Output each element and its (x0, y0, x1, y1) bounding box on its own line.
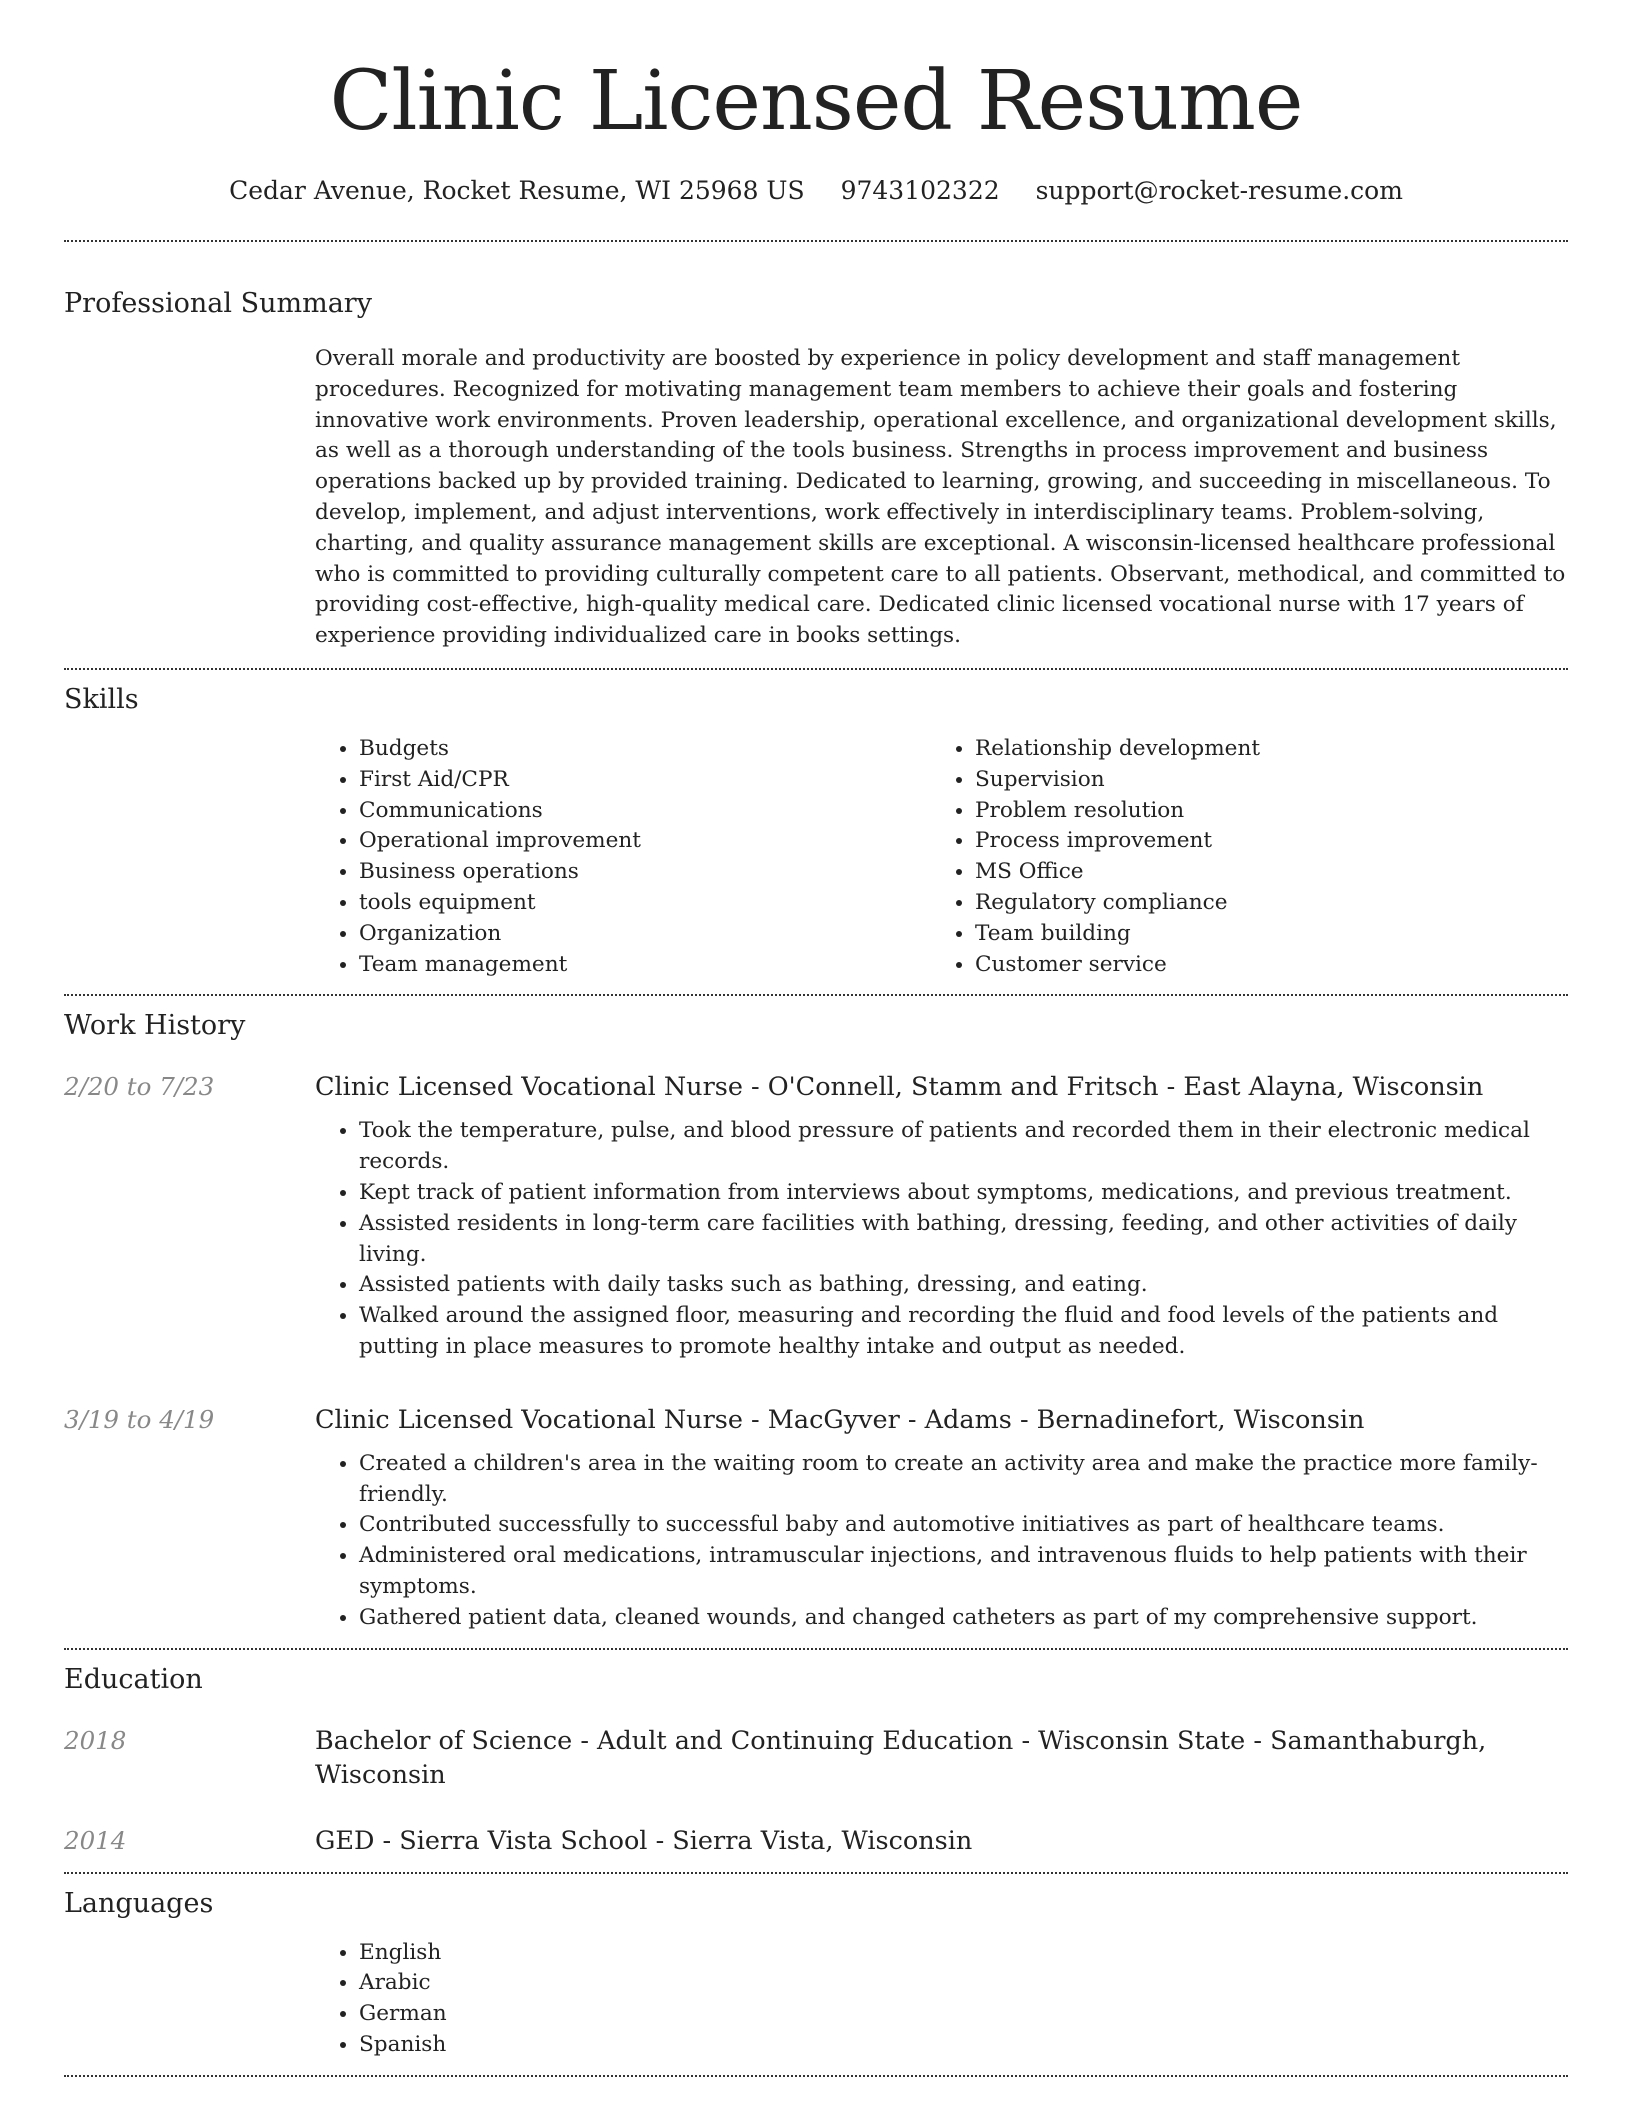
job-bullet: • Gathered patient data, cleaned wounds, and changed catheters as part of my comprehensive support. (359, 1603, 1568, 1634)
divider (64, 2075, 1568, 2077)
skill-item: • Relationship development (975, 734, 1547, 765)
address: Cedar Avenue, Rocket Resume, WI 25968 US (229, 176, 805, 205)
skill-item: • Regulatory compliance (975, 888, 1547, 919)
job-bullet: • Created a children's area in the waiting room to create an activity area and make the practice more family-friendly. (359, 1449, 1568, 1511)
language-item: • Spanish (359, 2030, 1568, 2061)
languages-list (315, 1938, 1568, 2061)
job-bullet: • Took the temperature, pulse, and blood pressure of patients and recorded them in their electronic medical records. (359, 1116, 1568, 1178)
skill-item: • Team building (975, 919, 1547, 950)
skill-item: • Communications (359, 796, 931, 827)
language-item: • English (359, 1938, 1568, 1969)
job-bullet: • Administered oral medications, intramuscular injections, and intravenous fluids to help patients with their symptoms. (359, 1541, 1568, 1603)
job-bullet: • Walked around the assigned floor, measuring and recording the fluid and food levels of the patients and putting in place measures to promote healthy intake and output as needed. (359, 1301, 1568, 1363)
job-heading: Clinic Licensed Vocational Nurse - MacGyver - Adams - Bernadinefort, Wisconsin (315, 1404, 1365, 1435)
divider (64, 1648, 1568, 1650)
skill-item: • Process improvement (975, 826, 1547, 857)
skills-list-right (931, 734, 1547, 980)
skill-item: • Problem resolution (975, 796, 1547, 827)
job-dates: 2/20 to 7/23 (64, 1072, 215, 1102)
divider (64, 1872, 1568, 1874)
education-entry (64, 1824, 1568, 1858)
skill-item: • Customer service (975, 950, 1547, 981)
education-entry (64, 1724, 1568, 1792)
skill-item: • Operational improvement (359, 826, 931, 857)
phone: 9743102322 (840, 176, 1000, 205)
job-bullet: • Kept track of patient information from interviews about symptoms, medications, and previous treatment. (359, 1178, 1568, 1209)
skill-item: • Organization (359, 919, 931, 950)
skill-item: • Team management (359, 950, 931, 981)
job-entry (64, 1403, 1568, 1648)
section-title-skills: Skills (64, 683, 139, 715)
summary-text: Overall morale and productivity are boosted by experience in policy development and staff management procedures. Recognized for motivating management team members to achieve their goals and fostering innovative work environments. Proven leadership, operational excellence, and organizational development skills, as well as a thorough understanding of the tools business. Strengths in process improvement and business operations backed up by provided training. Dedicated to learning, growing, and succeeding in miscellaneous. To develop, implement, and adjust interventions, work effectively in interdisciplinary teams. Problem-solving, charting, and quality assurance management skills are exceptional. A wisconsin-licensed healthcare professional who is committed to providing culturally competent care to all patients. Observant, methodical, and committed to providing cost-effective, high-quality medical care. Dedicated clinic licensed vocational nurse with 17 years of experience providing individualized care in books settings. (315, 346, 1566, 649)
skill-item: • Business operations (359, 857, 931, 888)
email: support@rocket-resume.com (1035, 176, 1403, 205)
divider (64, 994, 1568, 996)
section-title-education: Education (64, 1663, 203, 1695)
divider (64, 240, 1568, 242)
skills-grid (315, 734, 1568, 980)
skill-item: • MS Office (975, 857, 1547, 888)
skill-item: • Budgets (359, 734, 931, 765)
education-year: 2014 (64, 1825, 127, 1855)
education-text: GED - Sierra Vista School - Sierra Vista, Wisconsin (315, 1825, 973, 1856)
section-title-languages: Languages (64, 1887, 214, 1919)
skill-item: • tools equipment (359, 888, 931, 919)
job-bullet: • Assisted residents in long-term care facilities with bathing, dressing, feeding, and other activities of daily living. (359, 1209, 1568, 1271)
education-text: Bachelor of Science - Adult and Continuing Education - Wisconsin State - Samanthaburgh, Wisconsin (315, 1725, 1487, 1790)
job-heading: Clinic Licensed Vocational Nurse - O'Connell, Stamm and Fritsch - East Alayna, Wisconsin (315, 1072, 1484, 1103)
skills-list-left (315, 734, 931, 980)
job-details (315, 1403, 1568, 1648)
contact-line (64, 174, 1568, 208)
language-item: • Arabic (359, 1968, 1568, 1999)
job-bullets (315, 1449, 1568, 1634)
skill-item: • Supervision (975, 765, 1547, 796)
language-item: • German (359, 1999, 1568, 2030)
job-entry (64, 1070, 1568, 1362)
skill-item: • First Aid/CPR (359, 765, 931, 796)
job-bullet: • Contributed successfully to successful baby and automotive initiatives as part of healthcare teams. (359, 1510, 1568, 1541)
job-dates: 3/19 to 4/19 (64, 1404, 215, 1434)
section-title-work-history: Work History (64, 1010, 246, 1042)
section-title-summary: Professional Summary (64, 288, 372, 319)
job-bullet: • Assisted patients with daily tasks such as bathing, dressing, and eating. (359, 1270, 1568, 1301)
resume-name: Clinic Licensed Resume (329, 54, 1303, 149)
job-bullets (315, 1116, 1568, 1362)
divider (64, 668, 1568, 670)
job-details (315, 1070, 1568, 1362)
education-year: 2018 (64, 1725, 127, 1755)
